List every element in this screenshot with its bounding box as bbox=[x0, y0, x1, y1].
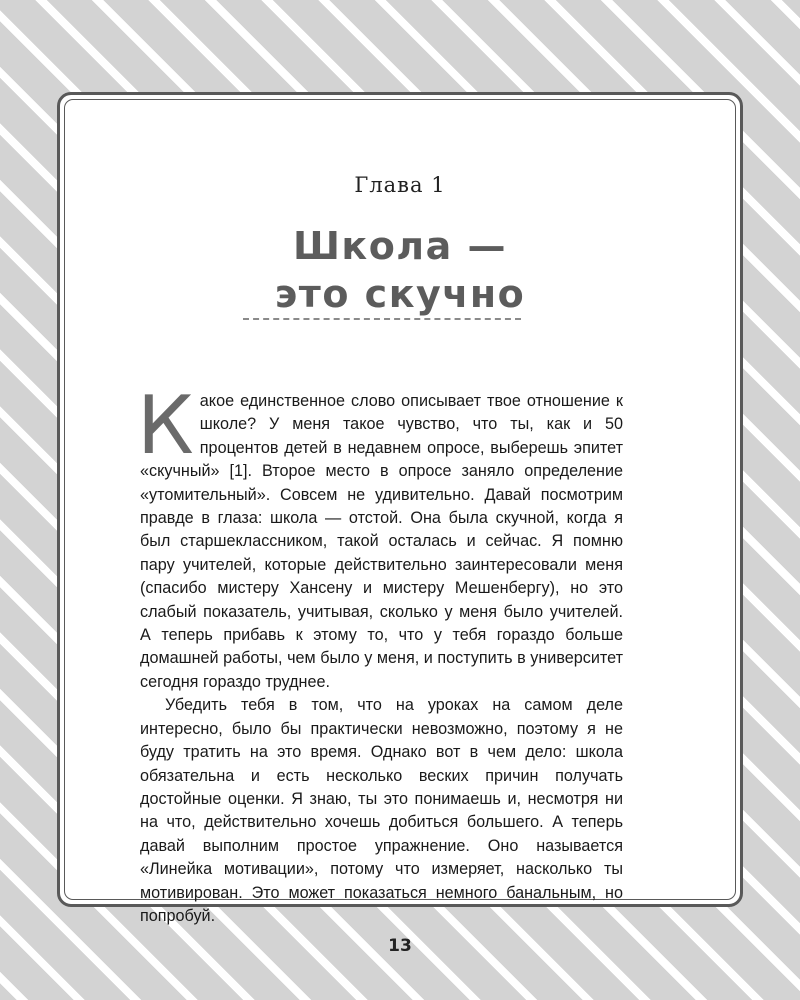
page-number: 13 bbox=[388, 936, 412, 956]
paragraph-2: Убедить тебя в том, что на уроках на самом деле интересно, было бы практически невозможно, поэтому я не буду тратить на это время. Однако вот в чем дело: школа обязательна и есть несколько веских причин получать достойные оценки. Я знаю, ты это понимаешь и, несмотря ни на что, действительно хочешь добиться большего. А теперь давай выполним простое упражнение. Оно называется «Линейка мотивации», потому что измеряет, насколько ты мотивирован. Это может показаться немного банальным, но попробуй. bbox=[140, 696, 623, 925]
drop-cap: К bbox=[137, 379, 194, 472]
dashed-divider bbox=[243, 318, 521, 320]
paragraph-1-text: акое единственное слово описывает твое отношение к школе? У меня такое чувство, что ты, как и 50 процентов детей в недавнем опросе, выберешь эпитет «скучный» [1]. Второе место в опросе заняло определение «утомительный». Совсем не удивительно. Давай посмотрим правде в глаза: школа — отстой. Она была скучной, когда я был старшеклассником, такой осталась и сейчас. Я помню пару учителей, которые действительно заинтересовали меня (спасибо мистеру Хансену и мистеру Мешенбергу), но это слабый показатель, учитывая, сколько у меня было учителей. А теперь прибавь к этому то, что у тебя гораздо больше домашней работы, чем было у меня, и поступить в университет сегодня гораздо труднее. bbox=[140, 392, 623, 691]
chapter-label: Глава 1 bbox=[354, 173, 446, 197]
chapter-title bbox=[0, 222, 800, 318]
paragraph-1 bbox=[137, 379, 623, 694]
chapter-title-line-1: Школа — bbox=[292, 224, 508, 268]
chapter-title-line-2: это скучно bbox=[274, 272, 526, 316]
body-text bbox=[137, 379, 623, 928]
